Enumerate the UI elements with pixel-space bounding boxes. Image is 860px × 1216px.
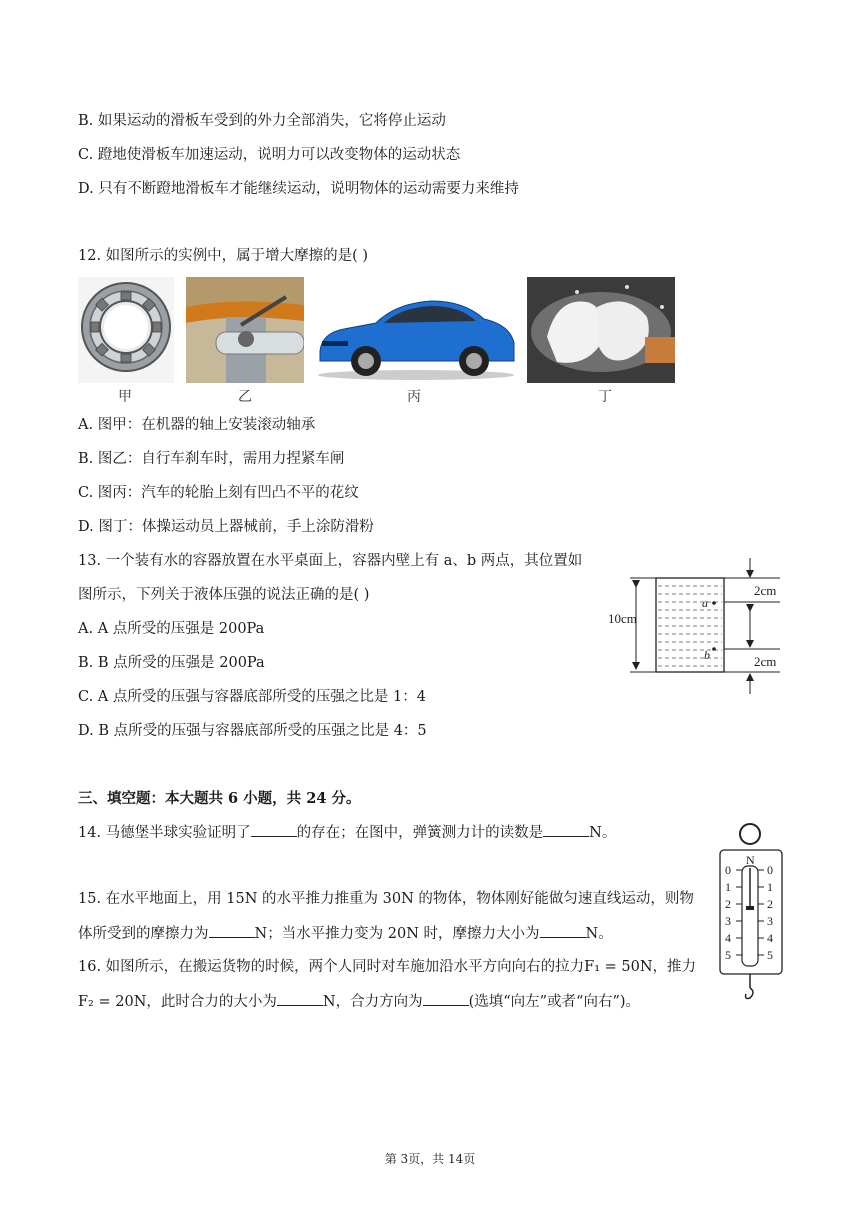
label-bottom-2cm: 2cm bbox=[754, 654, 777, 669]
point-a-label: a bbox=[702, 596, 708, 610]
tick-right-1: 1 bbox=[767, 880, 773, 894]
caption-yi: 乙 bbox=[238, 389, 252, 405]
car-image bbox=[314, 289, 518, 381]
q16-text-1: F₂ = 20N，此时合力的大小为 bbox=[78, 994, 277, 1010]
bicycle-brake-image bbox=[186, 277, 304, 383]
q13-option-d: D. B 点所受的压强与容器底部所受的压强之比是 4：5 bbox=[78, 723, 427, 739]
q16-line2 bbox=[78, 991, 640, 1012]
q13-stem-line2: 图所示，下列关于液体压强的说法正确的是( ) bbox=[78, 587, 370, 603]
q12-stem: 12. 如图所示的实例中，属于增大摩擦的是( ) bbox=[78, 248, 369, 264]
q11-option-b: B. 如果运动的滑板车受到的外力全部消失，它将停止运动 bbox=[78, 113, 446, 129]
q15-line1: 15. 在水平地面上，用 15N 的水平推力推重为 30N 的物体，物体刚好能做匀速直线运动，则物 bbox=[78, 891, 694, 907]
caption-jia: 甲 bbox=[118, 389, 132, 405]
tick-left-1: 1 bbox=[725, 880, 731, 894]
q14-text-2: 的存在；在图中，弹簧测力计的读数是 bbox=[296, 825, 544, 841]
q14-unit: N。 bbox=[589, 825, 617, 841]
point-b-label: b bbox=[704, 648, 710, 662]
q13-stem-line1: 13. 一个装有水的容器放置在水平桌面上，容器内壁上有 a、b 两点，其位置如 bbox=[78, 553, 583, 569]
tick-right-4: 4 bbox=[767, 931, 773, 945]
q12-option-a: A. 图甲：在机器的轴上安装滚动轴承 bbox=[78, 417, 316, 433]
tick-left-5: 5 bbox=[725, 948, 731, 962]
q13-option-b: B. B 点所受的压强是 200Pa bbox=[78, 655, 265, 671]
label-top-2cm: 2cm bbox=[754, 583, 777, 598]
q12-option-c: C. 图丙：汽车的轮胎上刻有凹凸不平的花纹 bbox=[78, 485, 359, 501]
q14-text-1: 14. 马德堡半球实验证明了 bbox=[78, 825, 251, 841]
tick-right-0: 0 bbox=[767, 863, 773, 877]
hook-icon bbox=[746, 988, 754, 999]
q15-line2 bbox=[78, 923, 613, 944]
q16-blank-2[interactable] bbox=[423, 991, 469, 1006]
q14-blank-1[interactable] bbox=[251, 822, 297, 837]
q16-blank-1[interactable] bbox=[277, 991, 323, 1006]
q13-option-c: C. A 点所受的压强与容器底部所受的压强之比是 1：4 bbox=[78, 689, 426, 705]
tick-left-2: 2 bbox=[725, 897, 731, 911]
water-lines bbox=[658, 586, 722, 666]
q15-text-2: N；当水平推力变为 20N 时，摩擦力大小为 bbox=[254, 926, 540, 942]
q14-blank-2[interactable] bbox=[543, 822, 589, 837]
q16-text-3: (选填“向左”或者“向右”)。 bbox=[468, 994, 641, 1010]
container-diagram bbox=[604, 556, 784, 698]
q13-option-a: A. A 点所受的压强是 200Pa bbox=[78, 621, 265, 637]
tick-left-3: 3 bbox=[725, 914, 731, 928]
q14 bbox=[78, 822, 616, 843]
q12-option-b: B. 图乙：自行车刹车时，需用力捏紧车闸 bbox=[78, 451, 345, 467]
q15-text-1: 体所受到的摩擦力为 bbox=[78, 926, 209, 942]
caption-bing: 丙 bbox=[407, 389, 421, 405]
page-footer: 第 3页，共 14页 bbox=[384, 1152, 476, 1166]
caption-ding: 丁 bbox=[598, 389, 612, 405]
bearing-image bbox=[78, 277, 174, 383]
tick-right-2: 2 bbox=[767, 897, 773, 911]
q15-blank-2[interactable] bbox=[540, 923, 586, 938]
tick-left-0: 0 bbox=[725, 863, 731, 877]
q11-option-d: D. 只有不断蹬地滑板车才能继续运动，说明物体的运动需要力来维持 bbox=[78, 181, 519, 197]
spring-scale-diagram bbox=[716, 820, 788, 1004]
q15-blank-1[interactable] bbox=[209, 923, 255, 938]
tick-left-4: 4 bbox=[725, 931, 731, 945]
tick-right-3: 3 bbox=[767, 914, 773, 928]
q15-text-3: N。 bbox=[585, 926, 613, 942]
section-3-heading: 三、填空题：本大题共 6 小题，共 24 分。 bbox=[78, 790, 361, 807]
q12-option-d: D. 图丁：体操运动员上器械前，手上涂防滑粉 bbox=[78, 519, 374, 535]
q16-text-2: N，合力方向为 bbox=[322, 994, 423, 1010]
gloves-image bbox=[527, 277, 675, 383]
tick-right-5: 5 bbox=[767, 948, 773, 962]
q11-option-c: C. 蹬地使滑板车加速运动，说明力可以改变物体的运动状态 bbox=[78, 147, 461, 163]
scale-unit-label: N bbox=[746, 853, 755, 867]
label-10cm: 10cm bbox=[608, 611, 637, 626]
q16-line1: 16. 如图所示，在搬运货物的时候，两个人同时对车施加沿水平方向向右的拉力F₁ = 50N，推力 bbox=[78, 959, 697, 975]
